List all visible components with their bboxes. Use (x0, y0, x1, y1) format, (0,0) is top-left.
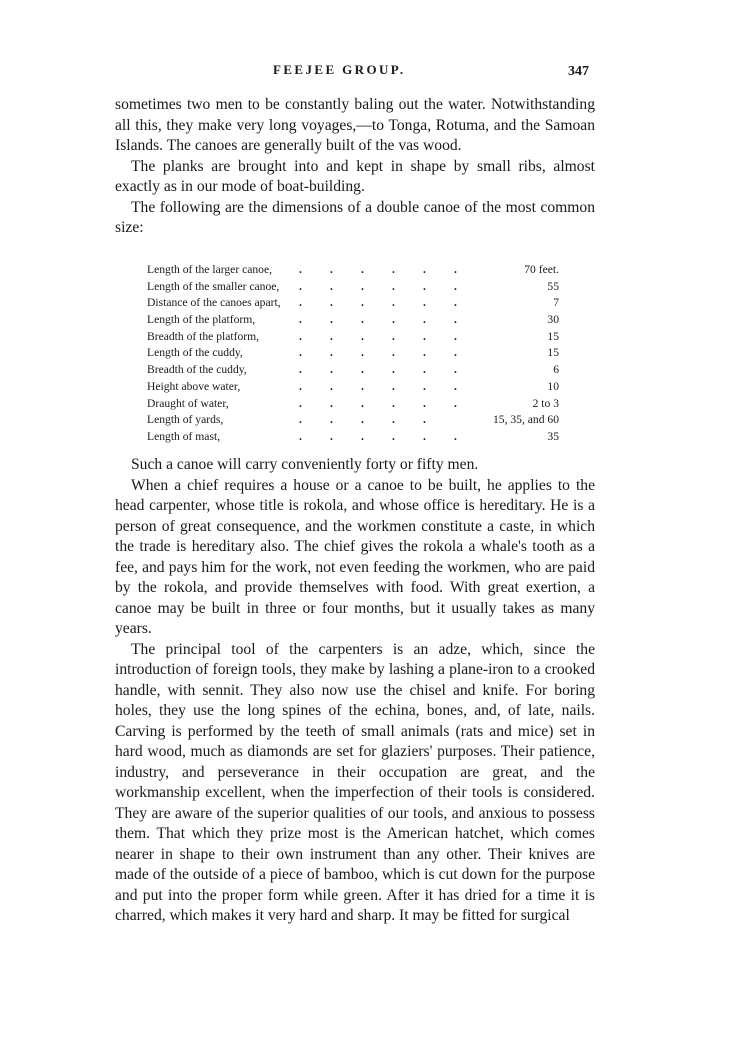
dimension-row (147, 329, 577, 346)
text-block-bottom (115, 455, 595, 927)
paragraph: Such a canoe will carry conveniently forty or fifty men. (131, 456, 479, 473)
dimension-label: Length of the smaller canoe, (147, 279, 280, 293)
dimension-row (147, 345, 577, 362)
dimension-value: 2 to 3 (532, 396, 559, 410)
paragraph: The planks are brought into and kept in shape by small ribs, almost exactly as in our mode of boat-building. (115, 157, 595, 195)
paragraph: When a chief requires a house or a canoe to be built, he applies to the head carpenter, whose title is rokola, and whose office is hereditary. He is a person of great consequence, and the workmen constitute a caste, in which the trade is hereditary also. The chief gives the rokola a whale's tooth as a fee, and pays him for the work, not even feeding the workmen, who are paid by the rokola, and provide themselves with food. With great exertion, a canoe may be built in three or four months, but it usually takes as many years. (115, 476, 595, 637)
dimension-label: Distance of the canoes apart, (147, 296, 281, 310)
dimension-label: Length of yards, (147, 413, 224, 427)
dimension-value: 6 (553, 363, 559, 377)
dimension-label: Length of the cuddy, (147, 346, 243, 360)
page-number: 347 (568, 64, 589, 79)
dimension-row (147, 429, 577, 446)
text-block-top (115, 95, 595, 239)
paragraph: sometimes two men to be constantly baling out the water. Notwithstanding all this, they make very long voyages,—to Tonga, Rotuma, and the Samoan Islands. The canoes are generally built of the vas wood. (115, 96, 595, 154)
dimension-value: 10 (547, 379, 559, 393)
dimension-row (147, 295, 577, 312)
dot-leader: . . . . . (299, 413, 426, 427)
dimension-label: Height above water, (147, 379, 241, 393)
dimension-label: Length of the platform, (147, 313, 256, 327)
dimension-label: Breadth of the cuddy, (147, 363, 247, 377)
paragraph: The following are the dimensions of a double canoe of the most common size: (115, 198, 595, 236)
dot-leader: . . . . . . (299, 429, 457, 443)
dimension-row (147, 262, 577, 279)
dimension-row (147, 279, 577, 296)
dimension-row (147, 312, 577, 329)
dimension-value: 15 (547, 346, 559, 360)
dot-leader: . . . . . . (299, 379, 457, 393)
dimension-value: 15 (547, 329, 559, 343)
dimension-value: 35 (547, 429, 559, 443)
dot-leader: . . . . . . (299, 329, 457, 343)
dot-leader: . . . . . . (299, 279, 457, 293)
dot-leader: . . . . . . (299, 363, 457, 377)
dimension-label: Draught of water, (147, 396, 229, 410)
dimension-label: Length of mast, (147, 429, 221, 443)
dimension-row (147, 396, 577, 413)
dimension-row (147, 379, 577, 396)
dot-leader: . . . . . . (299, 396, 457, 410)
dimension-label: Length of the larger canoe, (147, 263, 273, 276)
dimension-value: 55 (547, 279, 559, 293)
dimension-value: 7 (553, 296, 559, 310)
running-title: FEEJEE GROUP. (273, 62, 406, 77)
dimension-row (147, 362, 577, 379)
dimension-row (147, 412, 577, 429)
dimension-label: Breadth of the platform, (147, 329, 260, 343)
paragraph: The principal tool of the carpenters is an adze, which, since the introduction of foreign tools, they make by lashing a plane-iron to a crooked handle, with sennit. They also now use the chisel and knife. For boring holes, they use the long spines of the echina, bones, and, of late, nails. Carving is performed by the teeth of small animals (rats and mice) set in hard wood, much as diamonds are set for glaziers' purposes. Their patience, industry, and perseverance in their occupation are great, and the workmanship excellent, when the imperfection of their tools is considered. They are aware of the superior qualities of our tools, and anxious to possess them. That which they prize most is the American hatchet, which comes nearer in shape to their own instrument than any other. Their knives are made of the outside of a piece of bamboo, which is cut down for the purpose and put into the proper form while green. After it has dried for a time it is charred, which makes it very hard and sharp. It may be fitted for surgical (115, 640, 595, 924)
dot-leader: . . . . . . (299, 296, 457, 310)
dot-leader: . . . . . . (299, 313, 457, 327)
dimensions-table (147, 262, 577, 446)
dimension-value: 15, 35, and 60 (492, 413, 559, 427)
dimension-value: 70 feet. (524, 263, 559, 276)
running-head (115, 62, 595, 84)
dimension-value: 30 (547, 313, 559, 327)
dot-leader: . . . . . . (299, 346, 457, 360)
dot-leader: . . . . . . (299, 263, 457, 276)
